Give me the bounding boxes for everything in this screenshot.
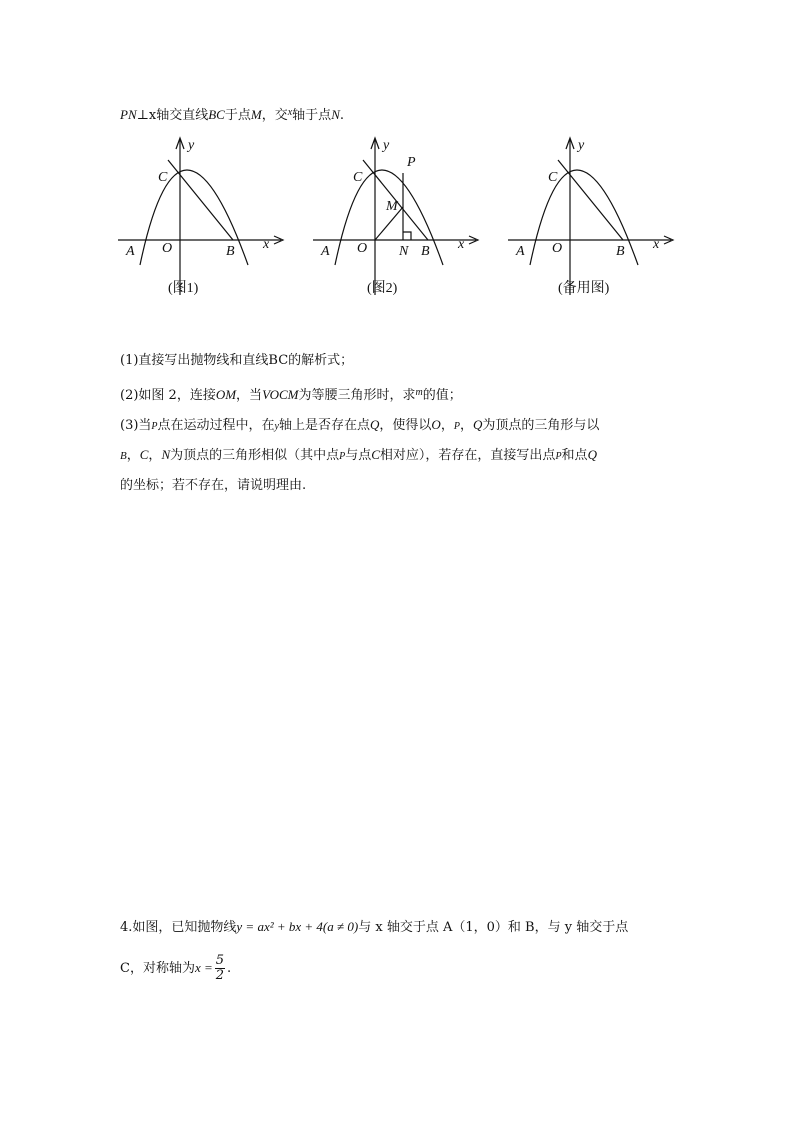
q2-m: m <box>415 387 423 398</box>
fig2-caption: (图2) <box>367 281 398 296</box>
fig2-p-label: P <box>407 155 416 170</box>
fig2-n-label: N <box>399 244 409 259</box>
intro-text-4: 轴于点 <box>292 108 332 123</box>
fig2-y-label: y <box>383 138 390 153</box>
intro-text-1: 轴交直线 <box>156 108 209 123</box>
q3-q3: Q <box>587 447 597 462</box>
question-4-line-1 <box>120 918 628 937</box>
intro-text-5: . <box>339 108 344 123</box>
q3-o: O <box>431 417 441 432</box>
q4-fraction <box>215 954 225 983</box>
figure-3 <box>508 135 683 305</box>
q3-text-a: (3)当 <box>120 418 152 433</box>
figure-1 <box>118 135 293 305</box>
fig3-b-label: B <box>616 244 625 259</box>
q3-q2: Q <box>472 417 483 432</box>
q4-x-equals: x = <box>194 960 213 975</box>
q3-text-t2: 与点 <box>345 448 372 463</box>
fig2-a-label: A <box>321 244 330 259</box>
pn-label: PN <box>120 107 137 122</box>
q2-om: OM <box>215 387 237 402</box>
q3-text-d: ，使得以 <box>379 418 432 433</box>
q3-q: Q <box>370 417 380 432</box>
question-1-text: (1)直接写出抛物线和直线BC的解析式； <box>120 353 354 368</box>
q4-text-line2: C，对称轴为 <box>120 961 195 976</box>
q2-triangle: VOCM <box>262 387 299 402</box>
q4-fraction-numerator: 5 <box>215 953 225 968</box>
question-1 <box>120 352 353 370</box>
fig3-a-label: A <box>516 244 525 259</box>
bc-label: BC <box>208 107 225 122</box>
q2-text-a: (2)如图 2，连接 <box>120 388 216 403</box>
fig1-o-label: O <box>162 241 173 256</box>
q3-text-b: 点在运动过程中，在 <box>157 418 275 433</box>
fig1-caption: (图1) <box>168 281 199 296</box>
fig1-c-label: C <box>158 170 168 185</box>
fig3-y-label: y <box>578 138 585 153</box>
q4-text-b: 与 x 轴交于点 A（1，0）和 B，与 y 轴交于点 <box>358 920 629 935</box>
fig3-caption: (备用图) <box>558 281 610 296</box>
intro-line <box>120 104 344 125</box>
fig2-m-label: M <box>386 199 398 214</box>
m-label: M <box>250 107 262 122</box>
q4-formula: y = ax² + bx + 4(a ≠ 0) <box>236 919 359 934</box>
q3-p2: P <box>453 421 460 432</box>
fig3-x-label: x <box>653 237 660 252</box>
fig2-o-label: O <box>357 241 368 256</box>
x-label: x <box>148 108 157 123</box>
q3-sep-2: ， <box>459 418 473 433</box>
question-3-line-2 <box>120 446 597 466</box>
q2-text-d: 的值； <box>422 388 462 403</box>
n-label: N <box>331 107 340 122</box>
q3-b: B <box>120 450 127 462</box>
intro-text-3: ，交 <box>261 108 288 123</box>
q3-n: N <box>161 447 171 462</box>
q4-fraction-denominator: 2 <box>215 968 225 983</box>
q3-p: P <box>151 421 158 432</box>
question-3-line-3 <box>120 477 306 495</box>
question-4-line-2 <box>120 954 231 983</box>
q3-text-t1: 为顶点的三角形相似（其中点 <box>170 448 340 463</box>
q2-text-c: 为等腰三角形时，求 <box>298 388 416 403</box>
q3-text-t3: 相对应），若存在，直接写出点 <box>379 448 556 463</box>
x-label-2: x <box>287 107 293 118</box>
q2-text-b: ，当 <box>236 388 263 403</box>
fig1-b-label: B <box>226 244 235 259</box>
q3-c2: C <box>371 447 380 462</box>
q3-text-t4: 和点 <box>561 448 588 463</box>
q3-y: y <box>274 421 279 432</box>
q3-c: C <box>139 447 149 462</box>
fig1-a-label: A <box>126 244 135 259</box>
figure-2 <box>313 135 488 305</box>
intro-text-2: 于点 <box>224 108 251 123</box>
q4-text-a: 4.如图，已知抛物线 <box>120 920 237 935</box>
q3-text-g: 为顶点的三角形与以 <box>482 418 600 433</box>
q3-p3: P <box>339 451 346 462</box>
perp-symbol: ⊥ <box>136 108 149 123</box>
q3-text-c: 轴上是否存在点 <box>279 418 371 433</box>
fig2-c-label: C <box>353 170 363 185</box>
fig1-x-label: x <box>263 237 270 252</box>
q3-sep-3: ， <box>126 448 140 463</box>
fig3-o-label: O <box>552 241 563 256</box>
fig2-b-label: B <box>421 244 430 259</box>
q3-sep-1: ， <box>440 418 454 433</box>
question-2 <box>120 384 462 405</box>
fig3-c-label: C <box>548 170 558 185</box>
fig2-x-label: x <box>458 237 465 252</box>
q3-sep-4: ， <box>148 448 162 463</box>
q3-text-line3: 的坐标；若不存在，请说明理由. <box>120 478 307 493</box>
question-3-line-1 <box>120 416 599 436</box>
q4-period: . <box>227 961 232 976</box>
fig1-y-label: y <box>188 138 195 153</box>
q3-p4: P <box>555 451 562 462</box>
